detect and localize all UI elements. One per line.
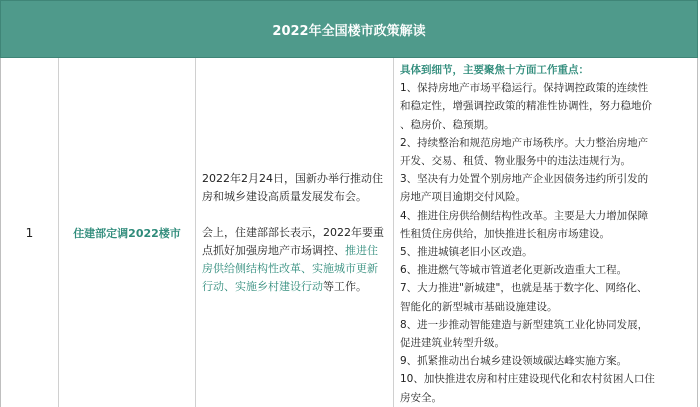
description-text: 会上，住建部部长表示，2022年要重点抓好加强房地产市场调控、	[202, 225, 384, 257]
details-line: 房安全。	[400, 391, 442, 404]
details-line: 智能化的新型城市基础设施建设。	[400, 300, 558, 313]
row-index: 1	[1, 58, 59, 407]
details-heading: 具体到细节，主要聚焦十方面工作重点：	[400, 64, 589, 76]
details-line: 性租赁住房供给，加快推进长租房市场建设。	[400, 227, 610, 240]
details-line: 3、坚决有力处置个别房地产企业因债务违约所引发的	[400, 173, 649, 186]
table-title: 2022年全国楼市政策解读	[0, 0, 698, 58]
table-row	[0, 58, 698, 407]
details-line: 和稳定性，增强调控政策的精准性协调性，努力稳地价	[400, 100, 652, 113]
details-line: 1、保持房地产市场平稳运行。保持调控政策的连续性	[400, 82, 649, 95]
description-paragraph-2	[202, 224, 387, 296]
details-line: 6、推进燃气等城市管道老化更新改造重大工程。	[400, 264, 628, 277]
details-line: 房地产项目逾期交付风险。	[400, 191, 526, 204]
row-topic: 住建部定调2022楼市	[59, 58, 196, 407]
details-line: 4、推进住房供给侧结构性改革。主要是大力增加保障	[400, 209, 649, 222]
details-line: 、稳房价、稳预期。	[400, 118, 495, 131]
row-details	[394, 58, 699, 407]
details-line: 开发、交易、租赁、物业服务中的违法违规行为。	[400, 155, 631, 168]
details-line: 7、大力推进"新城建"，也就是基于数字化、网络化、	[400, 282, 648, 295]
details-line: 促进建筑业转型升级。	[400, 337, 505, 350]
description-tail: 等工作。	[323, 279, 367, 293]
details-line: 5、推进城镇老旧小区改造。	[400, 246, 533, 259]
details-line: 10、加快推进农房和村庄建设现代化和农村贫困人口住	[400, 373, 655, 386]
details-line: 8、进一步推动智能建造与新型建筑工业化协同发展，	[400, 318, 649, 331]
description-highlight: 推进住房供给侧结构性改革、实施城市更新行动、实施乡村建设行动	[202, 243, 378, 293]
details-line: 9、抓紧推动出台城乡建设领域碳达峰实施方案。	[400, 355, 628, 368]
description-paragraph-1: 2022年2月24日，国新办举行推动住房和城乡建设高质量发展发布会。	[202, 171, 383, 203]
details-line: 2、持续整治和规范房地产市场秩序。大力整治房地产	[400, 136, 649, 149]
row-description	[196, 58, 394, 407]
